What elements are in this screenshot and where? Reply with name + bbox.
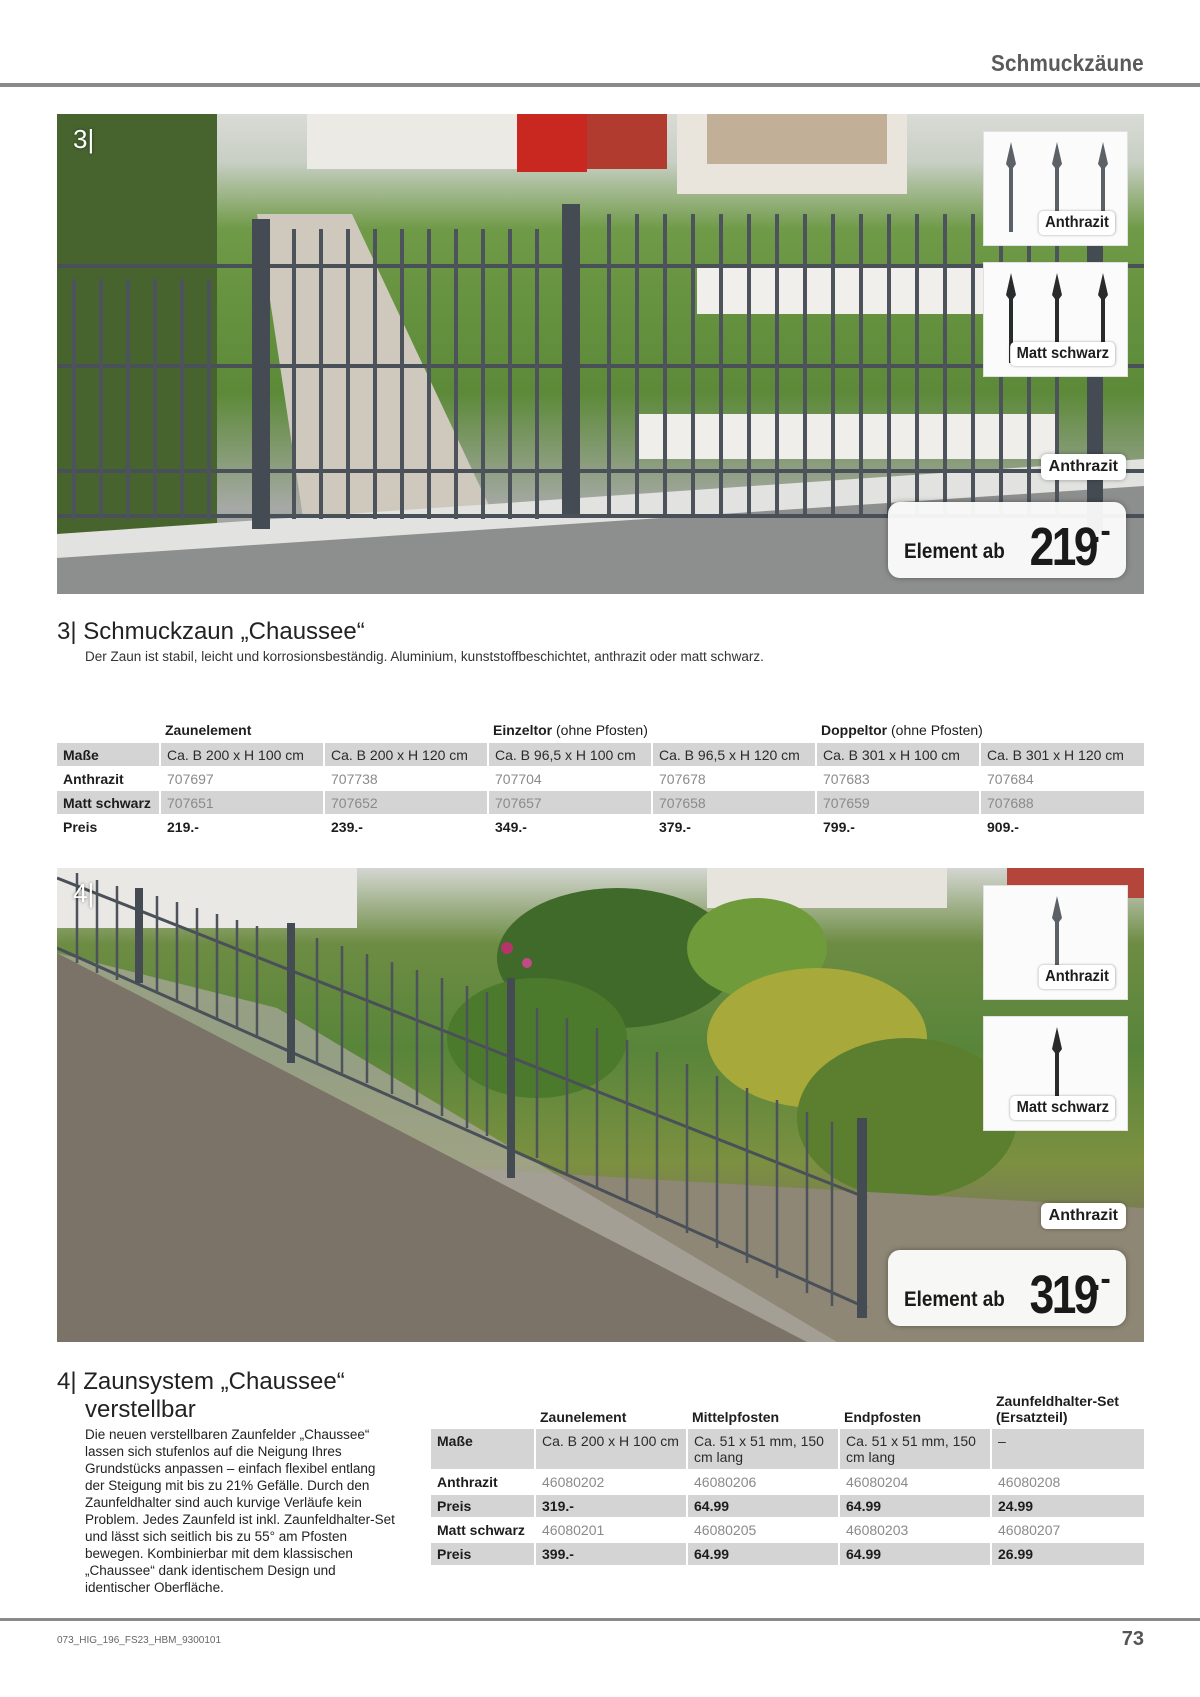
price-prefix: Element ab <box>904 1288 1005 1311</box>
table-row-anthrazit: Anthrazit 707697 707738 707704 707678 707683 707684 <box>57 766 1144 790</box>
group-header-einzeltor: Einzeltor (ohne Pfosten) <box>493 722 648 738</box>
table-row-masse: Maße Ca. B 200 x H 100 cm Ca. B 200 x H 120 cm Ca. B 96,5 x H 100 cm Ca. B 96,5 x H 120 cm Ca. B 301 x H 100 cm Ca. B 301 x H 120 cm <box>57 742 1144 766</box>
photo-number: 4| <box>73 878 95 908</box>
table-header <box>431 1387 1144 1427</box>
section-number: 4| <box>57 1368 77 1395</box>
section-title-text: Schmuckzaun „Chaussee“ <box>83 618 365 645</box>
color-swatch-matt-schwarz <box>983 262 1128 377</box>
header-zaunfeldhalter-set: Zaunfeldhalter-Set (Ersatzteil) <box>996 1393 1119 1425</box>
product-table-3 <box>57 720 1144 838</box>
color-swatch-anthrazit <box>983 131 1128 246</box>
price-badge <box>888 502 1126 578</box>
table-row-preis: Preis 319.- 64.99 64.99 24.99 <box>431 1493 1144 1517</box>
table-row-preis: Preis 399.- 64.99 64.99 26.99 <box>431 1541 1144 1565</box>
header-mittelpfosten: Mittelpfosten <box>692 1409 780 1425</box>
swatch-label: Matt schwarz <box>1010 1096 1115 1120</box>
table-row-matt-schwarz: Matt schwarz 707651 707652 707657 707658 707659 707688 <box>57 790 1144 814</box>
header-zaunelement: Zaunelement <box>540 1409 627 1425</box>
footer-rule <box>0 1618 1200 1621</box>
table-row-preis: Preis 219.- 239.- 349.- 379.- 799.- 909.- <box>57 814 1144 838</box>
section-number: 3| <box>57 618 77 645</box>
color-swatch-matt-schwarz <box>983 1016 1128 1131</box>
product-table-4 <box>431 1387 1144 1565</box>
color-swatch-anthrazit <box>983 885 1128 1000</box>
table-group-header <box>57 720 1144 742</box>
footer-code: 073_HIG_196_FS23_HBM_9300101 <box>57 1635 222 1646</box>
group-header-doppeltor: Doppeltor (ohne Pfosten) <box>821 722 983 738</box>
group-header-zaunelement: Zaunelement <box>165 722 252 738</box>
price-value: 319 <box>1029 1265 1096 1325</box>
product-photo-3 <box>57 114 1144 594</box>
swatch-label: Matt schwarz <box>1010 342 1115 366</box>
section-title-text-line2: verstellbar <box>85 1396 196 1423</box>
table-row-masse: Maße Ca. B 200 x H 100 cm Ca. 51 x 51 mm, 150 cm lang Ca. 51 x 51 mm, 150 cm lang – <box>431 1427 1144 1469</box>
swatch-label: Anthrazit <box>1038 965 1115 989</box>
price-badge <box>888 1250 1126 1326</box>
section-4-title <box>57 1368 345 1424</box>
section-4-description: Die neuen verstellbaren Zaunfelder „Chaussee“ lassen sich stufenlos auf die Neigung Ihres Grundstücks anpassen – einfach flexibel entlang der Steigung mit bis zu 21% Gefälle. Durch den Zaunfeldhalter sind auch kurvige Verläufe kein Problem. Jedes Zaunfeld ist inkl. Zaunfeldhalter-Set und lässt sich seitlich bis zu 55° am Pfosten bewegen. Kombinierbar mit dem klassischen „Chaussee“ dank identischem Design und identischer Oberfläche. <box>85 1427 395 1595</box>
fence-color-tag: Anthrazit <box>1041 454 1126 480</box>
header-endpfosten: Endpfosten <box>844 1409 921 1425</box>
section-title-text: Zaunsystem „Chaussee“ <box>83 1368 345 1395</box>
fence-color-tag: Anthrazit <box>1041 1203 1126 1229</box>
spear-finial-icon <box>1004 142 1018 232</box>
section-3-description: Der Zaun ist stabil, leicht und korrosionsbeständig. Aluminium, kunststoffbeschichtet, anthrazit oder matt schwarz. <box>85 649 764 664</box>
price-suffix: .- <box>1092 512 1111 550</box>
table-row-anthrazit: Anthrazit 46080202 46080206 46080204 46080208 <box>431 1469 1144 1493</box>
photo-number: 3| <box>73 124 95 154</box>
table-row-matt-schwarz: Matt schwarz 46080201 46080205 46080203 46080207 <box>431 1517 1144 1541</box>
section-3-title <box>57 618 365 646</box>
swatch-label: Anthrazit <box>1038 211 1115 235</box>
page-header-title: Schmuckzäune <box>991 50 1144 76</box>
page-number: 73 <box>1121 1628 1144 1650</box>
price-suffix: .- <box>1092 1260 1111 1298</box>
product-photo-4 <box>57 868 1144 1342</box>
header-rule <box>0 83 1200 87</box>
price-prefix: Element ab <box>904 540 1005 563</box>
price-value: 219 <box>1029 517 1096 577</box>
